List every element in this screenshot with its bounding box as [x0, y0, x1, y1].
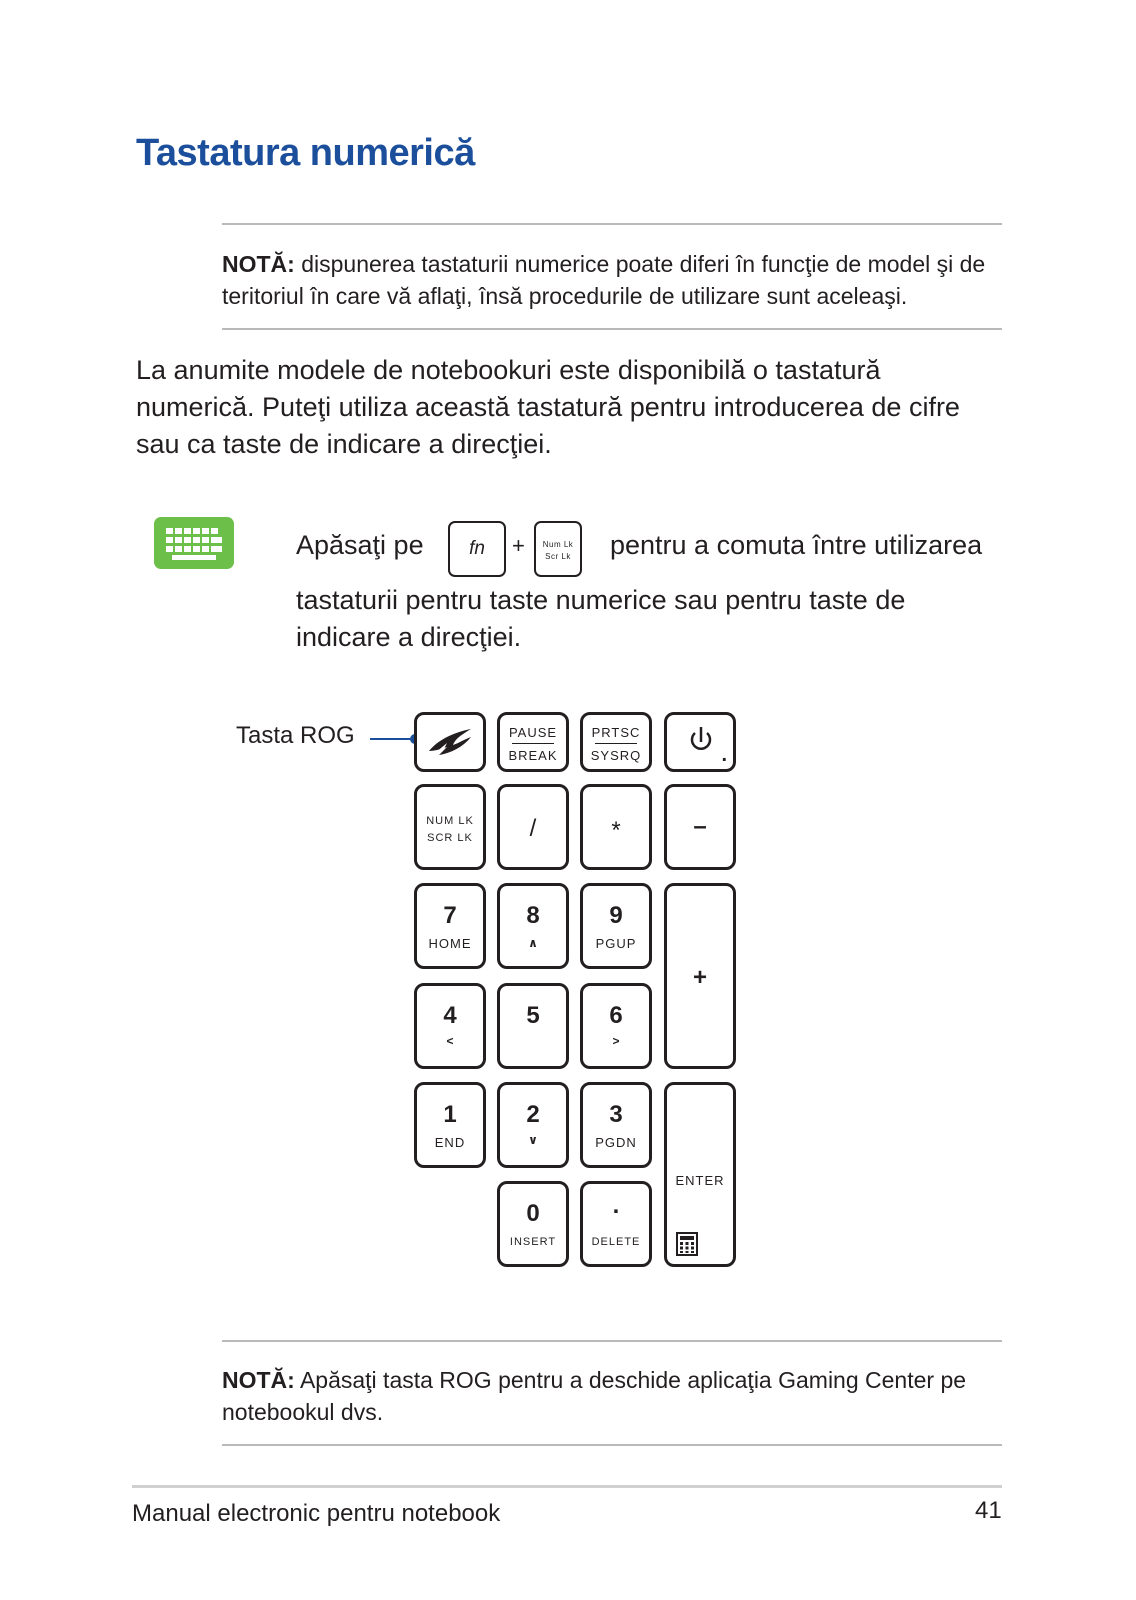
- plus-label: +: [692, 964, 707, 991]
- key-8: [497, 883, 569, 969]
- key-4: [414, 983, 486, 1069]
- slash-key: [497, 784, 569, 870]
- asterisk-key: [580, 784, 652, 870]
- plus-sign: +: [512, 533, 525, 558]
- prtsc-sysrq-key: [580, 712, 652, 772]
- key-divider: [595, 743, 637, 744]
- key-5: [497, 983, 569, 1069]
- asterisk-label: *: [611, 817, 621, 844]
- key-6-label: 6: [609, 1002, 623, 1029]
- divider: [222, 223, 1002, 225]
- intro-paragraph: La anumite modele de notebookuri este disponibilă o tastatură numerică. Puteţi utiliza această tastatură pentru introducerea de cifre sau ca taste de indicare a direcţiei.: [136, 355, 960, 459]
- key-3: [580, 1082, 652, 1168]
- enter-label: ENTER: [675, 1173, 725, 1188]
- up-arrow-icon: ∧: [528, 936, 538, 950]
- pause-label: PAUSE: [508, 725, 558, 740]
- note-label: NOTĂ:: [222, 251, 295, 277]
- prtsc-label: PRTSC: [591, 725, 641, 740]
- divider: [222, 1444, 1002, 1446]
- key-0: [497, 1181, 569, 1267]
- key-9-label: 9: [609, 902, 623, 929]
- divider: [222, 328, 1002, 330]
- key-7-label: 7: [443, 902, 457, 929]
- end-label: END: [434, 1135, 466, 1150]
- rog-key-label: Tasta ROG: [236, 722, 355, 749]
- page-title: Tastatura numerică: [136, 132, 475, 174]
- slash-label: /: [529, 815, 537, 842]
- numlk-scrlk-key: [414, 784, 486, 870]
- plus-key: [664, 883, 736, 1069]
- minus-label: –: [693, 813, 707, 840]
- pgup-label: PGUP: [595, 936, 637, 951]
- numlk-key: [534, 521, 582, 577]
- page-number: 41: [975, 1497, 1002, 1524]
- press-instruction-rest: tastaturii pentru taste numerice sau pentru taste de indicare a direcţiei.: [296, 585, 906, 652]
- fn-key: [448, 521, 506, 577]
- key-8-label: 8: [526, 902, 540, 929]
- numlk-label: NUM LK: [426, 815, 474, 827]
- calculator-icon: [675, 1232, 699, 1256]
- pgdn-label: PGDN: [595, 1135, 637, 1150]
- press-instruction-suffix: pentru a comuta între utilizarea: [610, 530, 983, 560]
- key-2: [497, 1082, 569, 1168]
- footer-divider: [132, 1485, 1002, 1488]
- note-bottom: [222, 1364, 1002, 1428]
- insert-label: INSERT: [509, 1236, 557, 1248]
- key-7: [414, 883, 486, 969]
- note-text: dispunerea tastaturii numerice poate diferi în funcţie de model şi de teritoriul în care vă aflaţi, însă procedurile de utilizare sunt aceleaşi.: [222, 251, 986, 309]
- key-divider: [512, 743, 554, 744]
- rog-key: [414, 712, 486, 772]
- numlk-key-bottom: Scr Lk: [545, 552, 571, 561]
- divider: [222, 1340, 1002, 1342]
- power-key: [664, 712, 736, 772]
- key-0-label: 0: [526, 1200, 540, 1227]
- numlk-key-top: Num Lk: [542, 540, 574, 549]
- key-9: [580, 883, 652, 969]
- keyboard-icon: [154, 517, 234, 569]
- left-arrow-icon: <: [446, 1034, 454, 1048]
- key-1-label: 1: [443, 1101, 457, 1128]
- enter-key: [664, 1082, 736, 1267]
- minus-key: [664, 784, 736, 870]
- sysrq-label: SYSRQ: [590, 748, 642, 763]
- delete-label: DELETE: [591, 1236, 641, 1248]
- key-5-label: 5: [526, 1002, 540, 1029]
- press-instruction: Apăsaţi pe: [296, 530, 424, 560]
- key-3-label: 3: [609, 1101, 623, 1128]
- note-top: [222, 248, 1002, 312]
- key-4-label: 4: [443, 1002, 457, 1029]
- fn-key-label: fn: [469, 538, 485, 559]
- rog-logo-icon: [417, 715, 483, 769]
- footer-title: Manual electronic pentru notebook: [132, 1500, 501, 1527]
- scrlk-label: SCR LK: [427, 832, 473, 844]
- down-arrow-icon: ∨: [528, 1133, 538, 1147]
- note-label: NOTĂ:: [222, 1367, 295, 1393]
- key-6: [580, 983, 652, 1069]
- key-2-label: 2: [526, 1101, 540, 1128]
- note-text: Apăsaţi tasta ROG pentru a deschide aplicaţia Gaming Center pe notebookul dvs.: [222, 1367, 967, 1425]
- decimal-key: [580, 1181, 652, 1267]
- right-arrow-icon: >: [612, 1034, 620, 1048]
- home-label: HOME: [428, 936, 472, 951]
- power-dot: .: [721, 744, 727, 766]
- break-label: BREAK: [508, 748, 558, 763]
- pause-break-key: [497, 712, 569, 772]
- decimal-label: .: [612, 1192, 620, 1219]
- key-1: [414, 1082, 486, 1168]
